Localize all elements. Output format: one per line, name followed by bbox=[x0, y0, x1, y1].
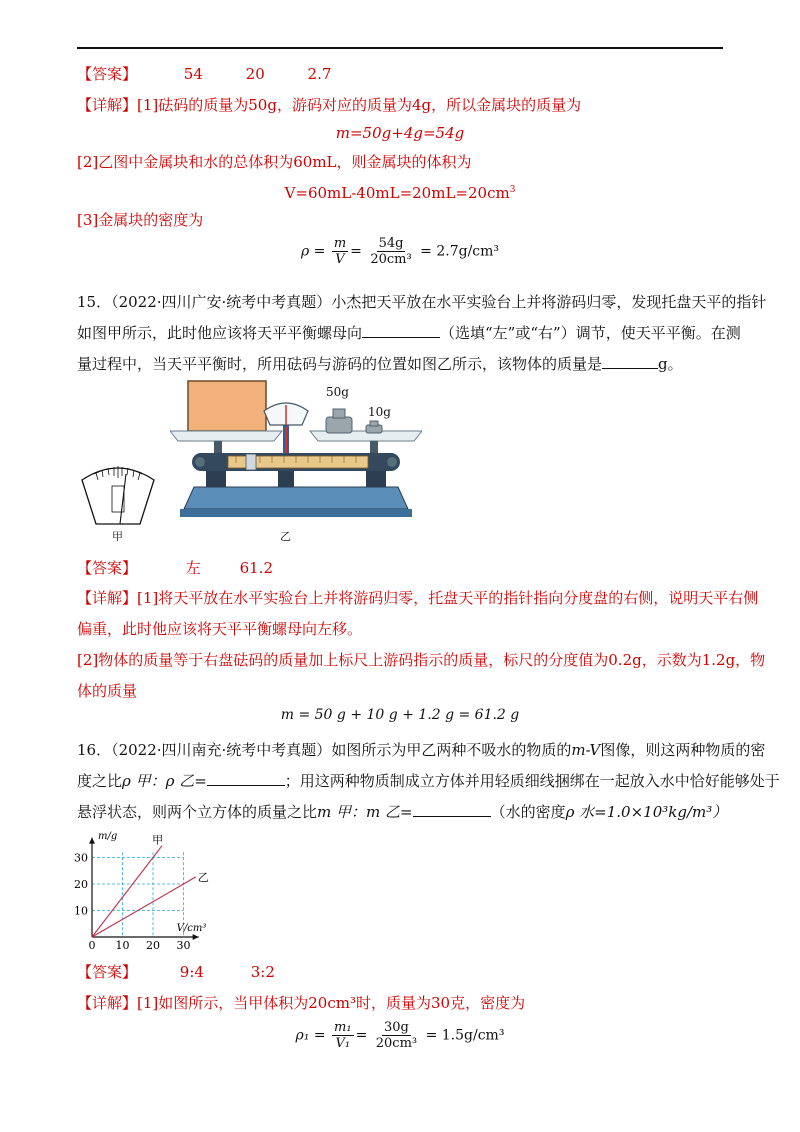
question-text: m 甲：m 乙= bbox=[317, 803, 413, 821]
superscript: 3 bbox=[509, 185, 516, 195]
q15-mass-eq bbox=[0, 707, 800, 723]
question-number: 16． bbox=[77, 741, 112, 759]
x-axis-arrow bbox=[193, 934, 199, 940]
frac-den: 20cm³ bbox=[375, 1036, 418, 1051]
q15-answer bbox=[77, 558, 273, 578]
y-tick-label: 30 bbox=[74, 851, 88, 865]
answer-blank[interactable] bbox=[207, 771, 285, 786]
answer-tag: 【答案】 bbox=[77, 65, 138, 83]
frac-den: V bbox=[335, 252, 345, 267]
question-text: ρ 甲：ρ 乙= bbox=[122, 772, 207, 790]
balance-figure-yi bbox=[170, 377, 422, 520]
detail-text: [1]将天平放在水平实验台上并将游码归零，托盘天平的指针指向分度盘的右侧，说明天平右侧 bbox=[137, 589, 759, 607]
answer-blank[interactable] bbox=[602, 354, 658, 369]
series-label-1: 甲 bbox=[152, 833, 164, 847]
question-text: 如图甲所示，此时他应该将天平平衡螺母向 bbox=[77, 324, 363, 342]
question-text: 度之比 bbox=[77, 772, 123, 790]
equation: V=60mL-40mL=20mL=20cm bbox=[284, 184, 510, 202]
detail-tag: 【详解】 bbox=[77, 994, 138, 1012]
answer-2: 20 bbox=[245, 65, 265, 83]
header-rule bbox=[77, 47, 723, 49]
detail-text: [1]如图所示，当甲体积为20cm³时，质量为30克，密度为 bbox=[137, 994, 526, 1012]
figure-label-jia: 甲 bbox=[112, 530, 123, 543]
eq-lhs: ρ = bbox=[300, 243, 326, 260]
question-text: ρ 水=1.0×10³kg/m³） bbox=[565, 803, 728, 821]
q14-eq1 bbox=[0, 123, 800, 143]
q14-eq2 bbox=[0, 180, 800, 203]
q16-density-eq: ρ₁ = $\frac{\text{m₁}}{\text{V₁}}$ = $\frac{30g}{\text{20cm³}}$ = 1.5g/cm³ bbox=[295, 1020, 505, 1051]
question-text: 量过程中，当天平平衡时，所用砝码与游码的位置如图乙所示，该物体的质量是 bbox=[77, 355, 603, 373]
question-source: （2022·四川广安·统考中考真题） bbox=[111, 293, 332, 311]
question-text: g。 bbox=[658, 355, 683, 373]
eq-rhs: = 2.7g/cm³ bbox=[420, 243, 500, 260]
x-tick-label: 0 bbox=[88, 939, 96, 951]
q16-text-3 bbox=[77, 802, 727, 822]
q15-detail-2a: [2]物体的质量等于右盘砝码的质量加上标尺上游码指示的质量，标尺的分度值为0.2g，示数为1.2g，物 bbox=[77, 651, 766, 669]
question-text: 图像，则这两种物质的密 bbox=[600, 741, 766, 759]
question-text: 小杰把天平放在水平实验台上并将游码归零，发现托盘天平的指针 bbox=[331, 293, 767, 311]
q15-detail-1b: 偏重，此时他应该将天平平衡螺母向左移。 bbox=[77, 620, 363, 638]
question-text: 如图所示为甲乙两种不吸水的物质的 bbox=[331, 741, 572, 759]
q15-text-2 bbox=[77, 323, 741, 343]
x-tick-label: 20 bbox=[146, 939, 160, 951]
series-line-1 bbox=[92, 846, 162, 937]
question-text: （选填“左”或“右”）调节，使天平平衡。在测 bbox=[440, 324, 741, 342]
question-text: ；用这两种物质制成立方体并用轻质细线捆绑在一起放入水中恰好能够处于 bbox=[284, 772, 780, 790]
q16-answer bbox=[77, 962, 275, 982]
series-label-2: 乙 bbox=[197, 870, 209, 884]
q15-text-3 bbox=[77, 354, 683, 374]
q14-detail-3: [3]金属块的密度为 bbox=[77, 211, 204, 229]
q15-text-1 bbox=[77, 292, 766, 312]
answer-3: 2.7 bbox=[307, 65, 332, 83]
y-axis-label: m/g bbox=[98, 831, 118, 842]
answer-1: 左 bbox=[185, 559, 201, 577]
question-text: 悬浮状态，则两个立方体的质量之比 bbox=[77, 803, 318, 821]
q14-detail-1 bbox=[77, 95, 581, 115]
figure-label-yi: 乙 bbox=[280, 530, 291, 543]
fraction bbox=[332, 236, 348, 267]
question-source: （2022·四川南充·统考中考真题） bbox=[111, 741, 332, 759]
fraction bbox=[332, 1020, 354, 1051]
q15-detail-2b: 体的质量 bbox=[77, 682, 138, 700]
detail-tag: 【详解】 bbox=[77, 96, 138, 114]
y-tick-label: 20 bbox=[74, 878, 88, 891]
y-tick-label: 10 bbox=[74, 904, 88, 918]
frac-den: 20cm³ bbox=[370, 252, 412, 267]
q14-detail-2: [2]乙图中金属块和水的总体积为60mL，则金属块的体积为 bbox=[77, 153, 472, 171]
answer-tag: 【答案】 bbox=[77, 963, 138, 981]
q16-text-1 bbox=[77, 740, 765, 760]
question-text: m-V bbox=[571, 741, 601, 759]
answer-blank[interactable] bbox=[413, 802, 491, 817]
fraction bbox=[374, 1020, 419, 1051]
eq-lhs: ρ₁ = bbox=[295, 1027, 326, 1044]
weight-label-10g: 10g bbox=[368, 405, 391, 419]
q16-detail-1 bbox=[77, 993, 525, 1013]
frac-num: m bbox=[333, 236, 347, 251]
answer-blank[interactable] bbox=[362, 323, 440, 338]
question-number: 15． bbox=[77, 293, 112, 311]
detail-tag: 【详解】 bbox=[77, 589, 138, 607]
answer-1: 54 bbox=[183, 65, 203, 83]
frac-num: 54g bbox=[378, 236, 404, 251]
fraction bbox=[368, 236, 413, 267]
frac-num: m₁ bbox=[334, 1020, 352, 1035]
y-axis-arrow bbox=[89, 838, 95, 844]
x-tick-label: 10 bbox=[115, 939, 130, 951]
answer-2: 61.2 bbox=[239, 559, 273, 577]
x-axis-label: V/cm³ bbox=[176, 923, 207, 934]
frac-num: 30g bbox=[384, 1020, 409, 1035]
answer-1: 9:4 bbox=[179, 963, 204, 981]
q14-answer bbox=[77, 64, 331, 84]
equation: m=50g+4g=54g bbox=[335, 124, 465, 142]
dial-figure-jia bbox=[78, 454, 158, 526]
eq-rhs: = 1.5g/cm³ bbox=[425, 1027, 505, 1044]
equation: m = 50 g + 10 g + 1.2 g = 61.2 g bbox=[280, 707, 520, 723]
weight-label-50g: 50g bbox=[326, 385, 349, 399]
frac-den: V₁ bbox=[335, 1036, 351, 1051]
question-text: （水的密度 bbox=[490, 803, 566, 821]
answer-2: 3:2 bbox=[250, 963, 275, 981]
mv-chart bbox=[70, 827, 240, 951]
x-tick-label: 30 bbox=[176, 939, 191, 951]
q16-text-2 bbox=[77, 771, 780, 791]
q14-density-eq: ρ = $\frac{m}{V}$ = $\frac{54g}{\text{20cm³}}$ = 2.7g/cm³ bbox=[300, 236, 500, 267]
detail-text: [1]砝码的质量为50g，游码对应的质量为4g，所以金属块的质量为 bbox=[137, 96, 582, 114]
q15-detail-1a bbox=[77, 588, 758, 608]
answer-tag: 【答案】 bbox=[77, 559, 138, 577]
